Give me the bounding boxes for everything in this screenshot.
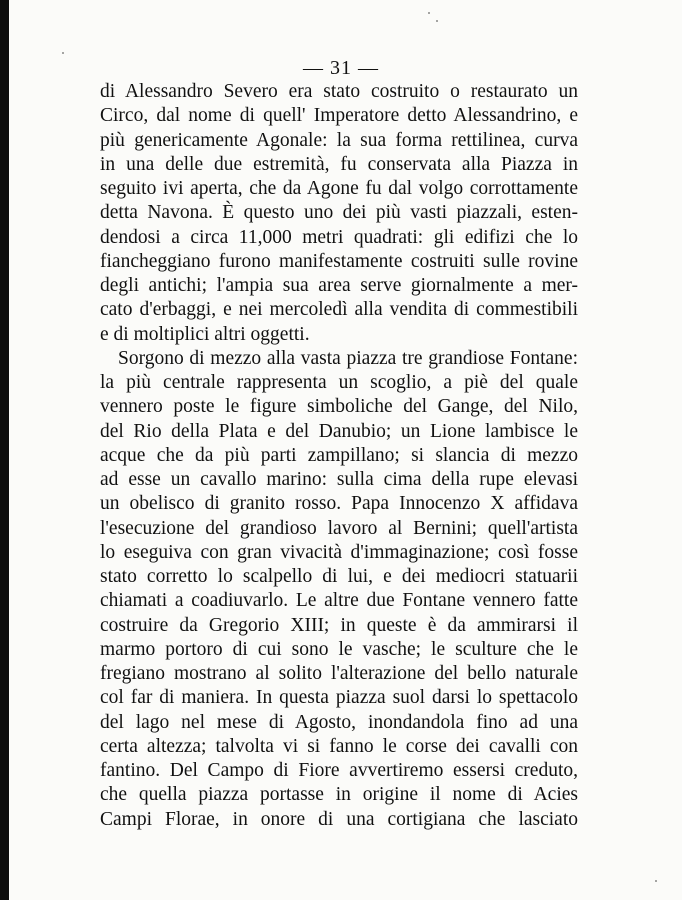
text-line: seguito ivi aperta, che da Agone fu dal volgo corrottamente (100, 178, 578, 199)
text-line: dendosi a circa 11,000 metri quadrati: gli edifizi che lo (100, 226, 578, 248)
text-line: marmo portoro di cui sono le vasche; le sculture che le (100, 638, 578, 660)
text-line: fantino. Del Campo di Fiore avvertiremo essersi creduto, (100, 760, 578, 781)
scan-speck (62, 52, 64, 54)
paragraph-start-line: Sorgono di mezzo alla vasta piazza tre grandiose Fontane: (118, 347, 578, 369)
text-line: acque che da più parti zampillano; si slancia di mezzo (100, 444, 578, 466)
text-line: col far di maniera. In questa piazza suol darsi lo spettacolo (100, 687, 578, 709)
text-line: cato d'erbaggi, e nei mercoledì alla vendita di commestibili (100, 299, 578, 321)
text-line: del lago nel mese di Agosto, inondandola fino ad una (100, 711, 578, 733)
text-line: fregiano mostrano al solito l'alterazione del bello naturale (100, 663, 578, 684)
text-line: in una delle due estremità, fu conservata alla Piazza in (100, 153, 578, 175)
text-line: un obelisco di granito rosso. Papa Innocenzo X affidava (100, 493, 578, 515)
text-line: vennero poste le figure simboliche del Gange, del Nilo, (100, 396, 578, 418)
text-line: degli antichi; l'ampia sua area serve giornalmente a mer- (100, 275, 578, 296)
text-line: ad esse un cavallo marino: sulla cima della rupe elevasi (100, 469, 578, 490)
page-number: — 31 — (303, 57, 379, 79)
text-line: che quella piazza portasse in origine il nome di Acies (100, 784, 578, 806)
text-line: la più centrale rappresenta un scoglio, a piè del quale (100, 372, 578, 393)
text-line: certa altezza; talvolta vi si fanno le corse dei cavalli con (100, 735, 578, 757)
scan-speck (428, 12, 430, 14)
text-line: più genericamente Agonale: la sua forma rettilinea, curva (100, 129, 578, 151)
text-line: detta Navona. È questo uno dei più vasti piazzali, esten- (100, 202, 578, 224)
text-line: chiamati a coadiuvarlo. Le altre due Fontane vennero fatte (100, 590, 578, 612)
text-line: stato corretto lo scalpello di lui, e dei mediocri statuarii (100, 566, 578, 587)
text-line: costruire da Gregorio XIII; in queste è da ammirarsi il (100, 614, 578, 636)
scan-left-edge (0, 0, 9, 900)
scan-speck (655, 880, 657, 882)
body-text (100, 80, 578, 832)
text-line: lo eseguiva con gran vivacità d'immaginazione; così fosse (100, 541, 578, 563)
text-line: Campi Florae, in onore di una cortigiana che lasciato (100, 808, 578, 830)
text-line: l'esecuzione del grandioso lavoro al Bernini; quell'artista (100, 517, 578, 539)
text-line: di Alessandro Severo era stato costruito o restaurato un (100, 81, 578, 102)
scan-speck (436, 20, 438, 22)
text-line: Circo, dal nome di quell' Imperatore detto Alessandrino, e (100, 105, 578, 127)
text-line: fiancheggiano furono manifestamente costruiti sulle rovine (100, 250, 578, 272)
text-line: del Rio della Plata e del Danubio; un Lione lambisce le (100, 420, 578, 442)
text-line: e di moltiplici altri oggetti. (100, 323, 310, 345)
